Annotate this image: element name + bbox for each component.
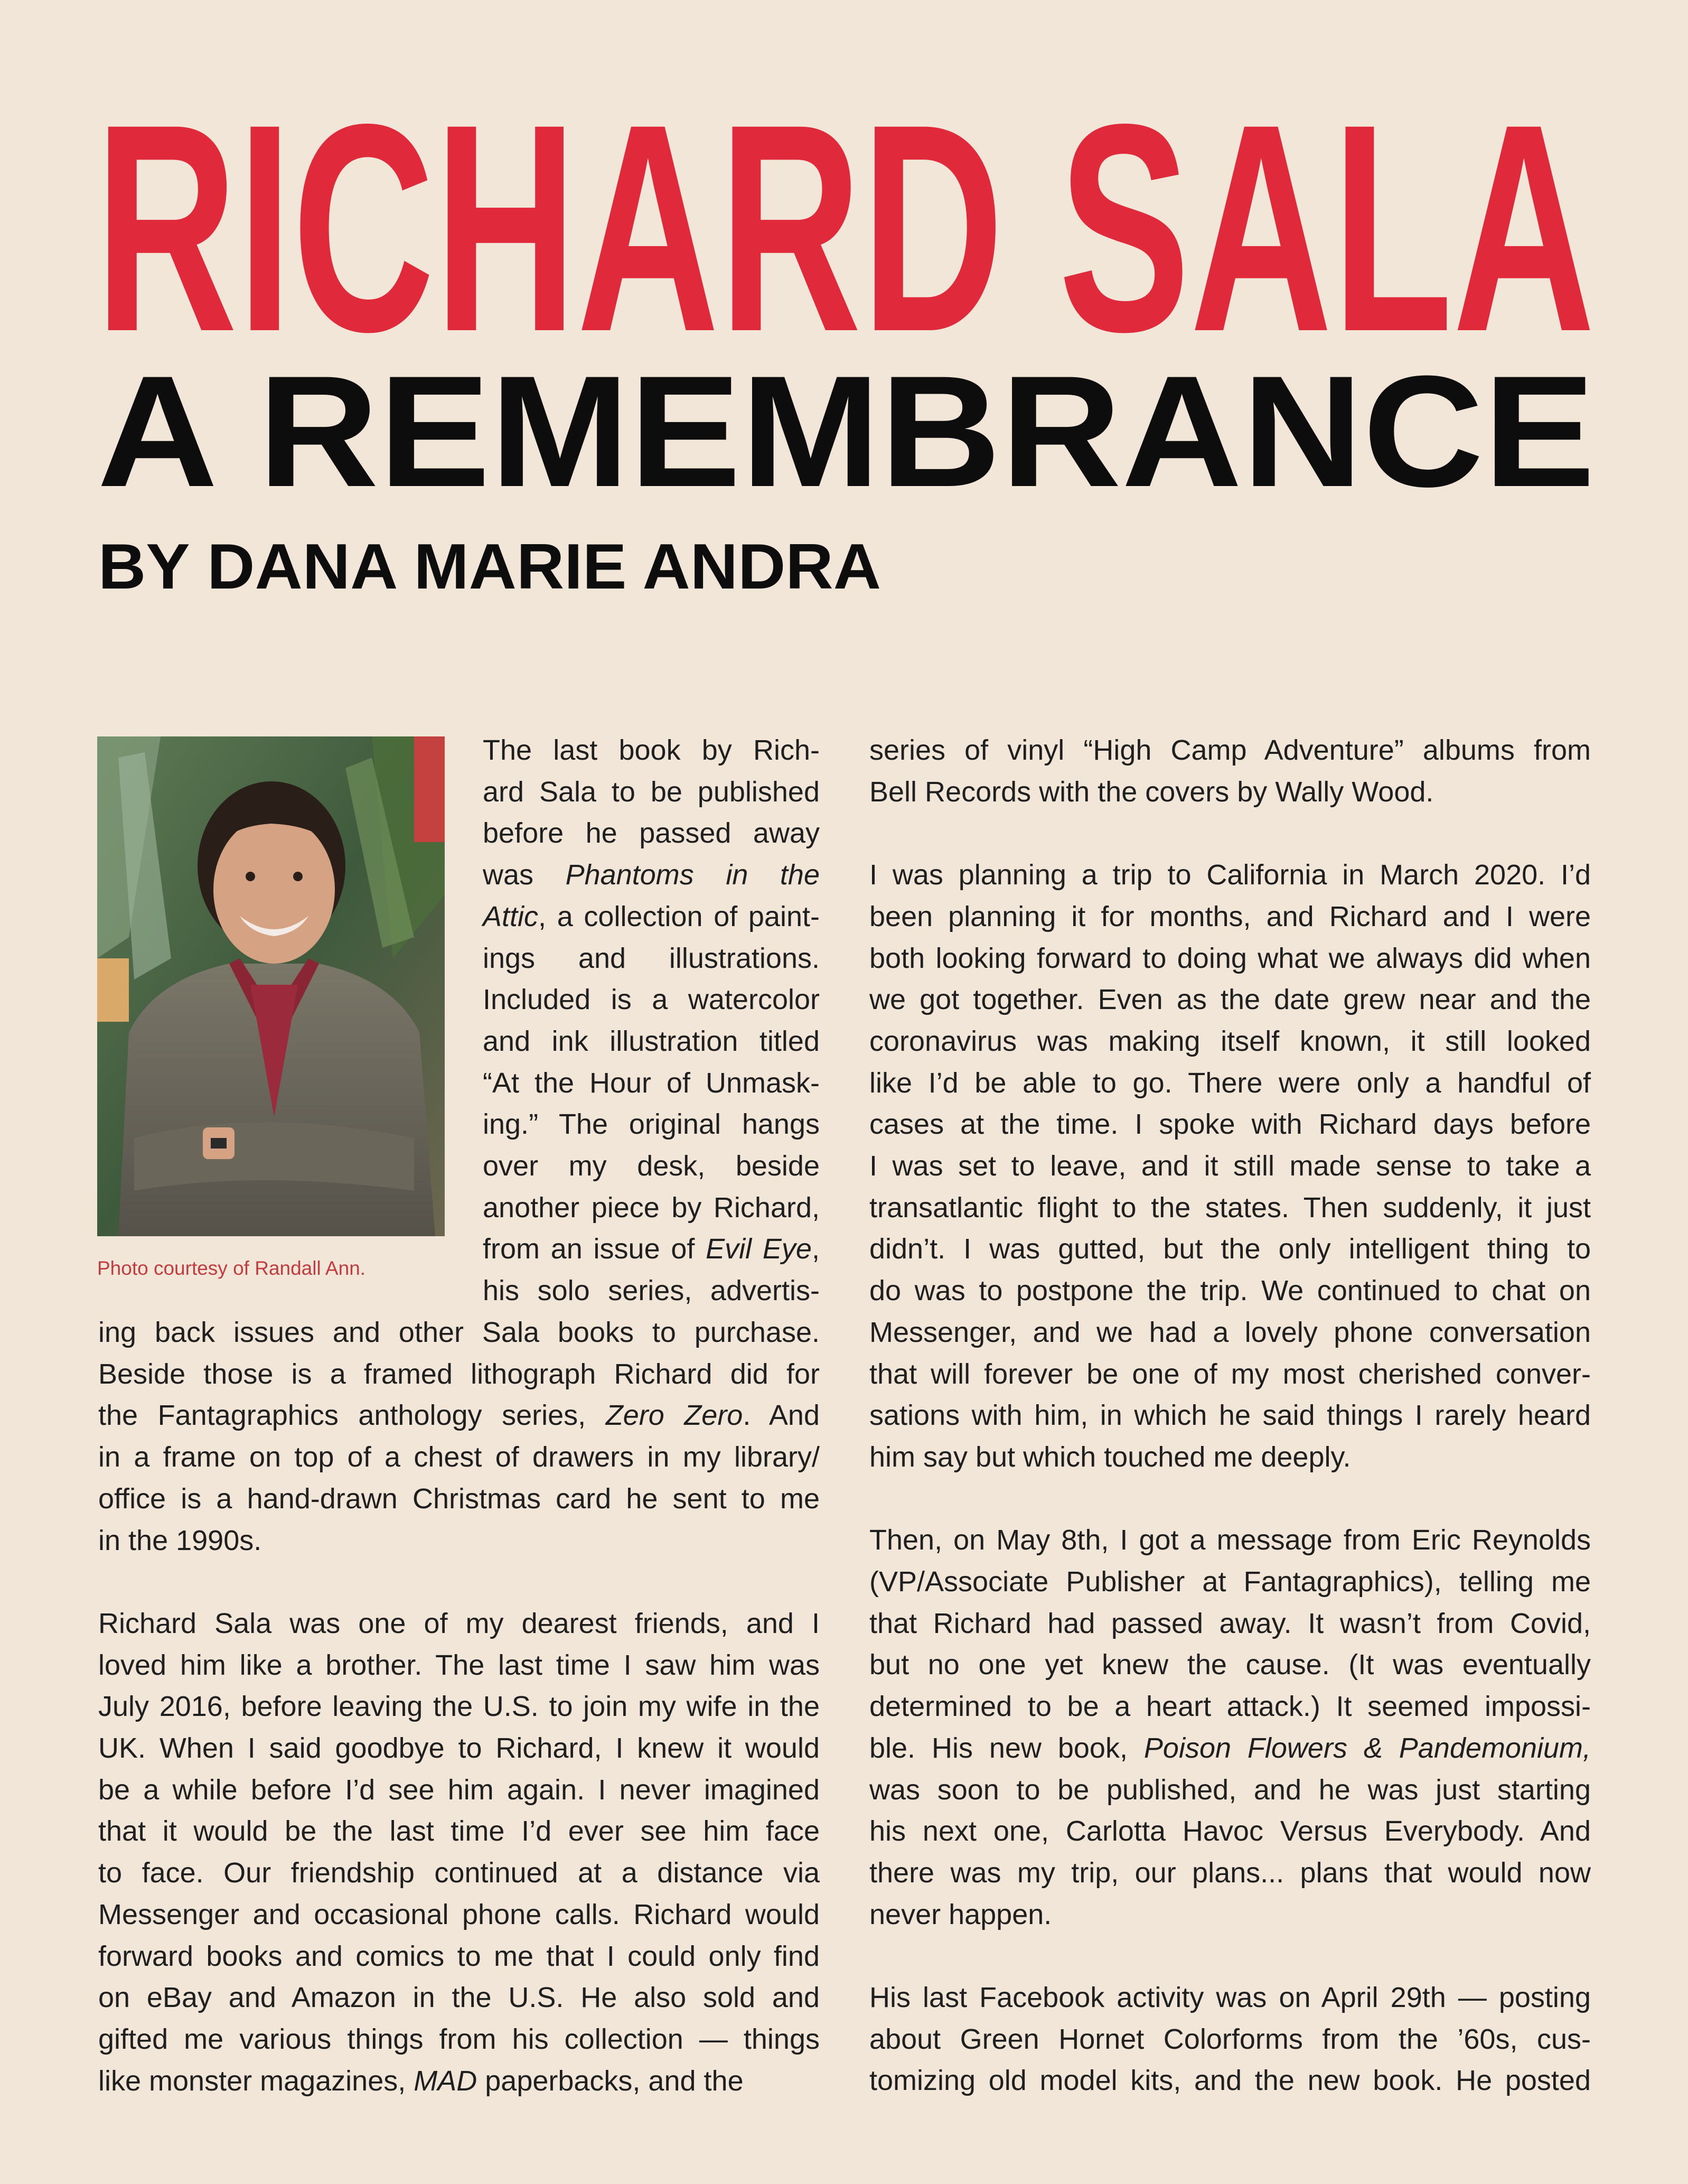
body-line: be a while before I’d see him again. I never imagined xyxy=(98,1774,820,1806)
body-line: July 2016, before leaving the U.S. to join my wife in the xyxy=(98,1691,820,1723)
body-line: ble. His new book, Poison Flowers & Pandemonium, xyxy=(869,1732,1591,1764)
body-line: ings and illustrations. xyxy=(483,942,820,974)
body-line: ing.” The original hangs xyxy=(483,1108,820,1141)
body-line: “At the Hour of Unmask- xyxy=(483,1067,820,1099)
body-line: determined to be a heart attack.) It seemed impossi- xyxy=(869,1691,1591,1723)
body-line: series of vinyl “High Camp Adventure” albums from xyxy=(869,734,1591,766)
body-line: I was set to leave, and it still made sense to take a xyxy=(869,1150,1591,1182)
body-line: that will forever be one of my most cherished conver- xyxy=(869,1358,1591,1390)
body-line: transatlantic flight to the states. Then suddenly, it just xyxy=(869,1191,1591,1224)
body-line: there was my trip, our plans... plans that would now xyxy=(869,1856,1591,1889)
body-line: in the 1990s. xyxy=(98,1524,262,1556)
byline-text: BY DANA MARIE ANDRA xyxy=(98,530,881,602)
article-title-main xyxy=(95,62,1595,393)
portrait-photo xyxy=(97,736,445,1236)
body-line: was Phantoms in the xyxy=(483,859,820,891)
body-line: His last Facebook activity was on April 29th — posting xyxy=(869,1982,1591,2013)
photo-caption: Photo courtesy of Randall Ann. xyxy=(97,1257,366,1279)
body-line: Attic, a collection of paint- xyxy=(483,900,820,932)
body-line: ard Sala to be published xyxy=(483,776,820,808)
body-line: never happen. xyxy=(869,1898,1052,1930)
body-line: coronavirus was making itself known, it still looked xyxy=(869,1025,1591,1057)
body-line: Richard Sala was one of my dearest friends, and I xyxy=(98,1607,820,1639)
body-line: Included is a watercolor xyxy=(483,984,820,1016)
body-line: his solo series, advertis- xyxy=(483,1275,820,1307)
body-line: was soon to be published, and he was just starting xyxy=(869,1774,1591,1806)
body-line: (VP/Associate Publisher at Fantagraphics), telling me xyxy=(869,1566,1591,1598)
body-line: Beside those is a framed lithograph Richard did for xyxy=(98,1358,820,1390)
article-title-sub xyxy=(95,342,1595,520)
body-line: I was planning a trip to California in March 2020. I’d xyxy=(869,859,1591,891)
body-line: didn’t. I was gutted, but the only intelligent thing to xyxy=(869,1233,1591,1265)
body-line: that it would be the last time I’d ever see him face xyxy=(98,1815,820,1847)
body-line: Messenger and occasional phone calls. Richard would xyxy=(98,1898,820,1930)
body-line: UK. When I said goodbye to Richard, I knew it would xyxy=(98,1732,820,1764)
title-line-1: RICHARD SALA xyxy=(95,62,1595,393)
body-line: we got together. Even as the date grew near and the xyxy=(869,984,1591,1016)
body-line: both looking forward to doing what we always did when xyxy=(869,942,1591,974)
body-line: Messenger, and we had a lovely phone conversation xyxy=(869,1316,1591,1348)
body-line: in a frame on top of a chest of drawers in my library/ xyxy=(98,1441,820,1473)
body-line: Bell Records with the covers by Wally Wood. xyxy=(869,776,1434,808)
body-line: his next one, Carlotta Havoc Versus Everybody. And xyxy=(869,1815,1591,1847)
body-line: and ink illustration titled xyxy=(483,1025,820,1057)
body-line: office is a hand-drawn Christmas card he sent to me xyxy=(98,1482,820,1515)
body-line: do was to postpone the trip. We continued to chat on xyxy=(869,1275,1591,1307)
body-line: the Fantagraphics anthology series, Zero Zero. And xyxy=(98,1399,820,1432)
body-line: loved him like a brother. The last time I saw him was xyxy=(98,1649,820,1681)
body-line: tomizing old model kits, and the new book. He posted xyxy=(869,2065,1591,2097)
body-line: like I’d be able to go. There were only a handful of xyxy=(869,1067,1591,1099)
body-line: like monster magazines, MAD paperbacks, and the xyxy=(98,2065,744,2097)
body-line: Then, on May 8th, I got a message from Eric Reynolds xyxy=(869,1524,1591,1556)
body-line: forward books and comics to me that I could only find xyxy=(98,1940,820,1972)
body-line: gifted me various things from his collection — things xyxy=(98,2023,820,2055)
body-line: The last book by Rich- xyxy=(483,734,820,766)
body-line: before he passed away xyxy=(483,817,820,850)
body-line: from an issue of Evil Eye, xyxy=(483,1233,820,1265)
body-line: sations with him, in which he said things I rarely heard xyxy=(869,1399,1591,1432)
body-line: him say but which touched me deeply. xyxy=(869,1441,1351,1473)
body-line: been planning it for months, and Richard and I were xyxy=(869,900,1591,932)
byline xyxy=(98,528,1049,608)
body-line: but no one yet knew the cause. (It was eventually xyxy=(869,1649,1591,1681)
body-line: to face. Our friendship continued at a distance via xyxy=(98,1857,820,1889)
body-line: over my desk, beside xyxy=(483,1150,820,1182)
body-line: another piece by Richard, xyxy=(483,1191,820,1224)
body-line: that Richard had passed away. It wasn’t from Covid, xyxy=(869,1607,1591,1639)
title-line-2: A REMEMBRANCE xyxy=(97,342,1595,520)
body-line: ing back issues and other Sala books to purchase. xyxy=(98,1317,820,1348)
body-line: about Green Hornet Colorforms from the ’60s, cus- xyxy=(869,2023,1591,2055)
body-line: on eBay and Amazon in the U.S. He also sold and xyxy=(98,1982,820,2014)
body-line: cases at the time. I spoke with Richard days before xyxy=(869,1108,1591,1141)
